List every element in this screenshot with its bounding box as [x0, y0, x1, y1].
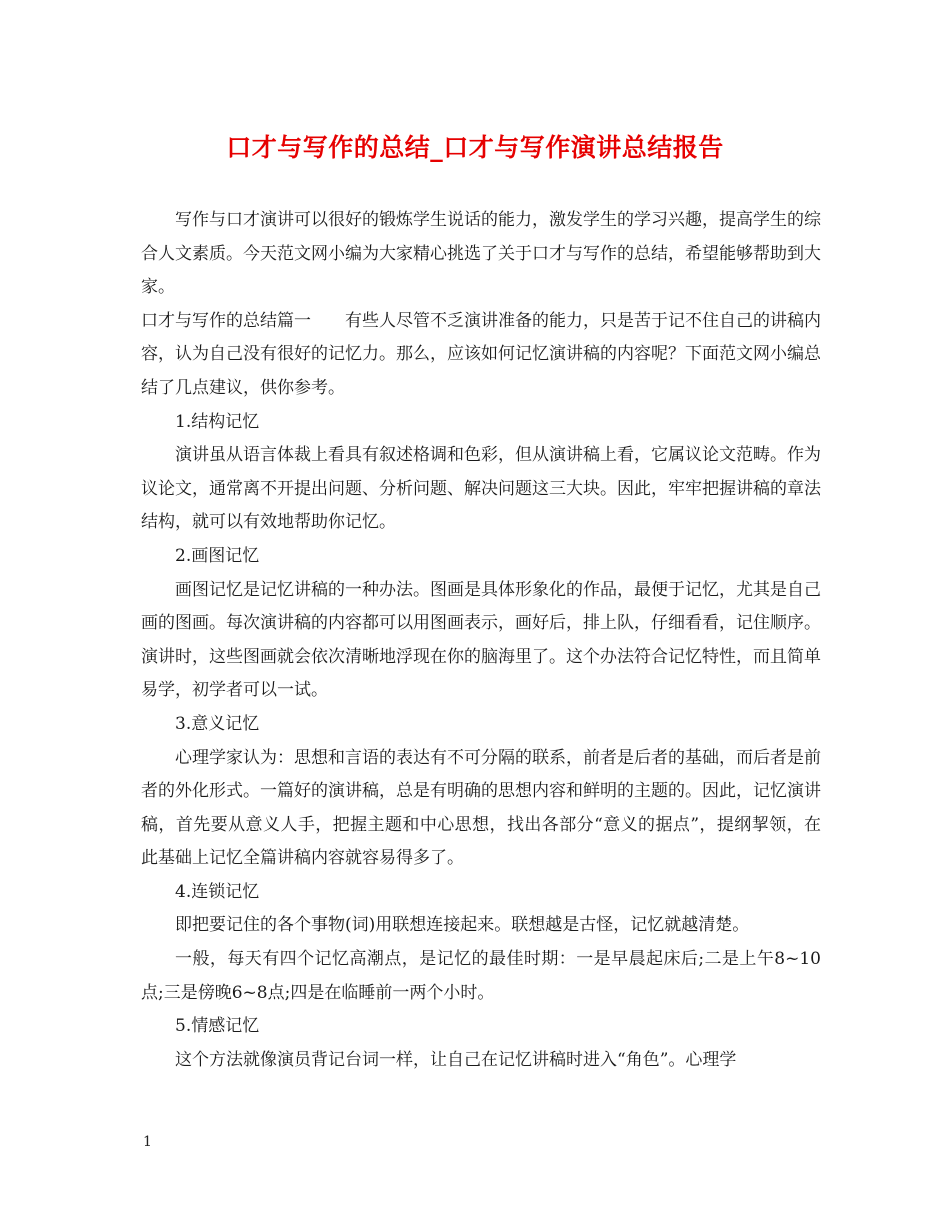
- paragraph-chain-memory: 即把要记住的各个事物(词)用联想连接起来。联想越是古怪，记忆就越清楚。: [175, 915, 750, 936]
- paragraph-meaning-memory: 心理学家认为：思想和言语的表达有不可分隔的联系，前者是后者的基础，而后者是前者的外化形式。一篇好的演讲稿，总是有明确的思想内容和鲜明的主题的。因此，记忆演讲稿，首先要从意义人手，把握主题和中心思想，找出各部分“意义的据点”，提纲挈领，在此基础上记忆全篇讲稿内容就容易得多了。: [141, 747, 821, 869]
- heading-chain-memory: 4.连锁记忆: [175, 881, 260, 902]
- paragraph-drawing-memory: 画图记忆是记忆讲稿的一种办法。图画是具体形象化的作品，最便于记忆，尤其是自己画的图画。每次演讲稿的内容都可以用图画表示，画好后，排上队，仔细看看，记住顺序。演讲时，这些图画就会依次清晰地浮现在你的脑海里了。这个办法符合记忆特性，而且简单易学，初学者可以一试。: [141, 579, 821, 701]
- paragraph-structure-memory: 演讲虽从语言体裁上看具有叙述格调和色彩，但从演讲稿上看，它属议论文范畴。作为议论文，通常离不开提出问题、分析问题、解决问题这三大块。因此，牢牢把握讲稿的章法结构，就可以有效地帮助你记忆。: [141, 445, 821, 533]
- page-number: 1: [143, 1134, 152, 1150]
- document-title: 口才与写作的总结_口才与写作演讲总结报告: [226, 133, 724, 162]
- heading-drawing-memory: 2.画图记忆: [175, 545, 260, 566]
- paragraph-emotion-memory: 这个方法就像演员背记台词一样，让自己在记忆讲稿时进入“角色”。心理学: [175, 1049, 737, 1070]
- paragraph-section-one: 口才与写作的总结篇一 有些人尽管不乏演讲准备的能力，只是苦于记不住自己的讲稿内容，认为自己没有很好的记忆力。那么，应该如何记忆演讲稿的内容呢？下面范文网小编总结了几点建议，供你参考。: [141, 310, 821, 398]
- heading-meaning-memory: 3.意义记忆: [175, 713, 260, 734]
- paragraph-memory-peaks: 一般，每天有四个记忆高潮点，是记忆的最佳时期：一是早晨起床后;二是上午8~10点;三是傍晚6~8点;四是在临睡前一两个小时。: [141, 949, 821, 1003]
- heading-emotion-memory: 5.情感记忆: [175, 1016, 260, 1037]
- paragraph-intro: 写作与口才演讲可以很好的锻炼学生说话的能力，激发学生的学习兴趣，提高学生的综合人文素质。今天范文网小编为大家精心挑选了关于口才与写作的总结，希望能够帮助到大家。: [141, 210, 821, 298]
- document-body: [141, 204, 821, 1077]
- heading-structure-memory: 1.结构记忆: [175, 411, 260, 432]
